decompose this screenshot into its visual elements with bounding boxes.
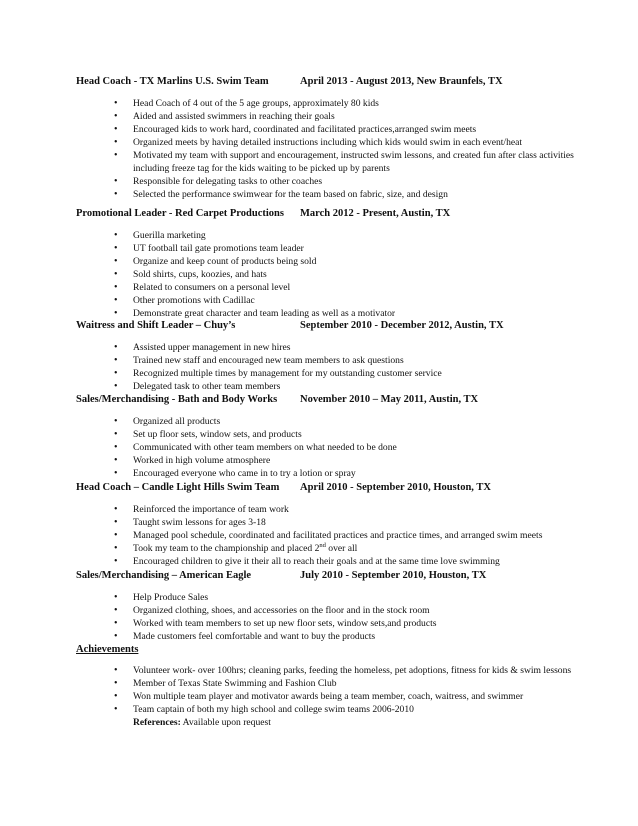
job-dates: November 2010 – May 2011, Austin, TX	[300, 394, 479, 405]
references-label: References:	[133, 717, 181, 728]
bullet-icon: •	[114, 189, 118, 200]
list-item: • Encouraged children to give it their all to reach their goals and at the same time love swimming	[114, 556, 500, 567]
bullet-icon: •	[114, 176, 118, 187]
bullet-icon: •	[114, 111, 118, 122]
job-dates: July 2010 - September 2010, Houston, TX	[300, 570, 487, 581]
list-item	[0, 542, 638, 555]
list-item: • Delegated task to other team members	[114, 381, 281, 392]
job-header	[0, 75, 638, 89]
list-item: • Demonstrate great character and team leading as well as a motivator	[114, 308, 396, 319]
list-item: • UT football tail gate promotions team leader	[114, 243, 304, 254]
list-item: • Organized meets by having detailed instructions including which kids would swim in each event/heat	[114, 137, 523, 148]
job-dates: March 2012 - Present, Austin, TX	[300, 208, 451, 219]
job-bullet-list	[0, 229, 638, 320]
list-item: • Responsible for delegating tasks to other coaches	[114, 176, 323, 187]
bullet-icon: •	[114, 517, 118, 528]
job-header	[0, 569, 638, 583]
job-title: Sales/Merchandising - Bath and Body Works	[76, 394, 278, 405]
bullet-icon: •	[114, 137, 118, 148]
job-header	[0, 393, 638, 407]
job-bullet-list	[0, 97, 638, 201]
bullet-icon: •	[114, 429, 118, 440]
list-item: • Help Produce Sales	[114, 592, 209, 603]
bullet-icon: •	[114, 416, 118, 427]
job-dates: April 2010 - September 2010, Houston, TX	[300, 482, 491, 493]
bullet-icon: •	[114, 381, 118, 392]
bullet-icon: •	[114, 543, 118, 554]
bullet-icon: •	[114, 618, 118, 629]
list-item: • Selected the performance swimwear for the team based on fabric, size, and design	[114, 189, 448, 200]
bullet-icon: •	[114, 442, 118, 453]
achievements-section	[0, 656, 638, 716]
bullet-icon: •	[114, 504, 118, 515]
job-entry	[0, 75, 638, 201]
bullet-icon: •	[114, 98, 118, 109]
list-item: • Made customers feel comfortable and want to buy the products	[114, 631, 376, 642]
list-item: • Motivated my team with support and encouragement, instructed swim lessons, and created fun after class activities including freeze tag for the kids waiting to be picked up by parents	[114, 150, 574, 174]
bullet-icon: •	[114, 295, 118, 306]
bullet-icon: •	[114, 355, 118, 366]
list-item: • Won multiple team player and motivator awards being a team member, coach, waitress, and swimmer	[114, 691, 524, 702]
bullet-icon: •	[114, 691, 118, 702]
bullet-icon: •	[114, 592, 118, 603]
bullet-icon: •	[114, 704, 118, 715]
list-item: • Assisted upper management in new hires	[114, 342, 291, 353]
list-item: • Recognized multiple times by management for my outstanding customer service	[114, 368, 442, 379]
job-entry	[0, 319, 638, 393]
references-line	[133, 716, 271, 729]
list-item: • Encouraged kids to work hard, coordinated and facilitated practices,arranged swim meets	[114, 124, 477, 135]
list-item: • Volunteer work- over 100hrs; cleaning parks, feeding the homeless, pet adoptions, fitness for kids & swim lessons	[114, 665, 572, 676]
list-item: • Worked with team members to set up new floor sets, window sets,and products	[114, 618, 437, 629]
bullet-icon: •	[114, 605, 118, 616]
list-item: • Aided and assisted swimmers in reaching their goals	[114, 111, 335, 122]
job-header	[0, 481, 638, 495]
job-bullet-list	[0, 503, 638, 568]
list-item: • Member of Texas State Swimming and Fashion Club	[114, 678, 337, 689]
bullet-icon: •	[114, 342, 118, 353]
bullet-icon: •	[114, 631, 118, 642]
list-item: • Encouraged everyone who came in to try a lotion or spray	[114, 468, 356, 479]
job-entry	[0, 393, 638, 480]
job-bullet-list	[0, 341, 638, 393]
job-dates: April 2013 - August 2013, New Braunfels, TX	[300, 76, 503, 87]
bullet-icon: •	[114, 530, 118, 541]
bullet-icon: •	[114, 243, 118, 254]
job-header	[0, 319, 638, 333]
bullet-icon: •	[114, 282, 118, 293]
achievements-heading: Achievements	[76, 644, 139, 655]
bullet-icon: •	[114, 230, 118, 241]
job-title: Promotional Leader - Red Carpet Productions	[76, 208, 284, 219]
bullet-icon: •	[114, 269, 118, 280]
bullet-icon: •	[114, 308, 118, 319]
job-title: Sales/Merchandising – American Eagle	[76, 570, 252, 581]
list-item: • Organized clothing, shoes, and accessories on the floor and in the stock room	[114, 605, 430, 616]
list-item: • Communicated with other team members on what needed to be done	[114, 442, 397, 453]
job-bullet-list	[0, 591, 638, 643]
job-entry	[0, 569, 638, 643]
list-item: • Reinforced the importance of team work	[114, 504, 289, 515]
job-bullet-list	[0, 415, 638, 480]
bullet-icon: •	[114, 256, 118, 267]
job-header	[0, 207, 638, 221]
job-title: Head Coach – Candle Light Hills Swim Team	[76, 482, 280, 493]
job-entry	[0, 207, 638, 320]
job-dates: September 2010 - December 2012, Austin, TX	[300, 320, 504, 331]
list-item: • Organize and keep count of products being sold	[114, 256, 317, 267]
achievements-list	[0, 664, 638, 716]
bullet-icon: •	[114, 665, 118, 676]
job-entry	[0, 481, 638, 568]
list-item: • Managed pool schedule, coordinated and facilitated practices and practice times, and arranged swim meets	[114, 530, 543, 541]
list-item: • Organized all products	[114, 416, 221, 427]
bullet-icon: •	[114, 455, 118, 466]
bullet-icon: •	[114, 124, 118, 135]
list-item: • Sold shirts, cups, koozies, and hats	[114, 269, 267, 280]
list-item: • Other promotions with Cadillac	[114, 295, 255, 306]
job-title: Waitress and Shift Leader – Chuy’s	[76, 320, 236, 331]
list-item: • Taught swim lessons for ages 3-18	[114, 517, 266, 528]
bullet-icon: •	[114, 468, 118, 479]
bullet-icon: •	[114, 678, 118, 689]
bullet-icon: •	[114, 368, 118, 379]
championship-text: Took my team to the championship and placed 2nd over all	[133, 541, 358, 554]
references-text: Available upon request	[180, 717, 271, 728]
job-title: Head Coach - TX Marlins U.S. Swim Team	[76, 76, 269, 87]
list-item: • Trained new staff and encouraged new team members to ask questions	[114, 355, 404, 366]
list-item: • Related to consumers on a personal level	[114, 282, 291, 293]
list-item: • Head Coach of 4 out of the 5 age groups, approximately 80 kids	[114, 98, 379, 109]
list-item: • Guerilla marketing	[114, 230, 206, 241]
list-item: • Set up floor sets, window sets, and products	[114, 429, 302, 440]
bullet-icon: •	[114, 150, 118, 161]
bullet-icon: •	[114, 556, 118, 567]
list-item: • Worked in high volume atmosphere	[114, 455, 271, 466]
list-item: • Team captain of both my high school and college swim teams 2006-2010	[114, 704, 414, 715]
